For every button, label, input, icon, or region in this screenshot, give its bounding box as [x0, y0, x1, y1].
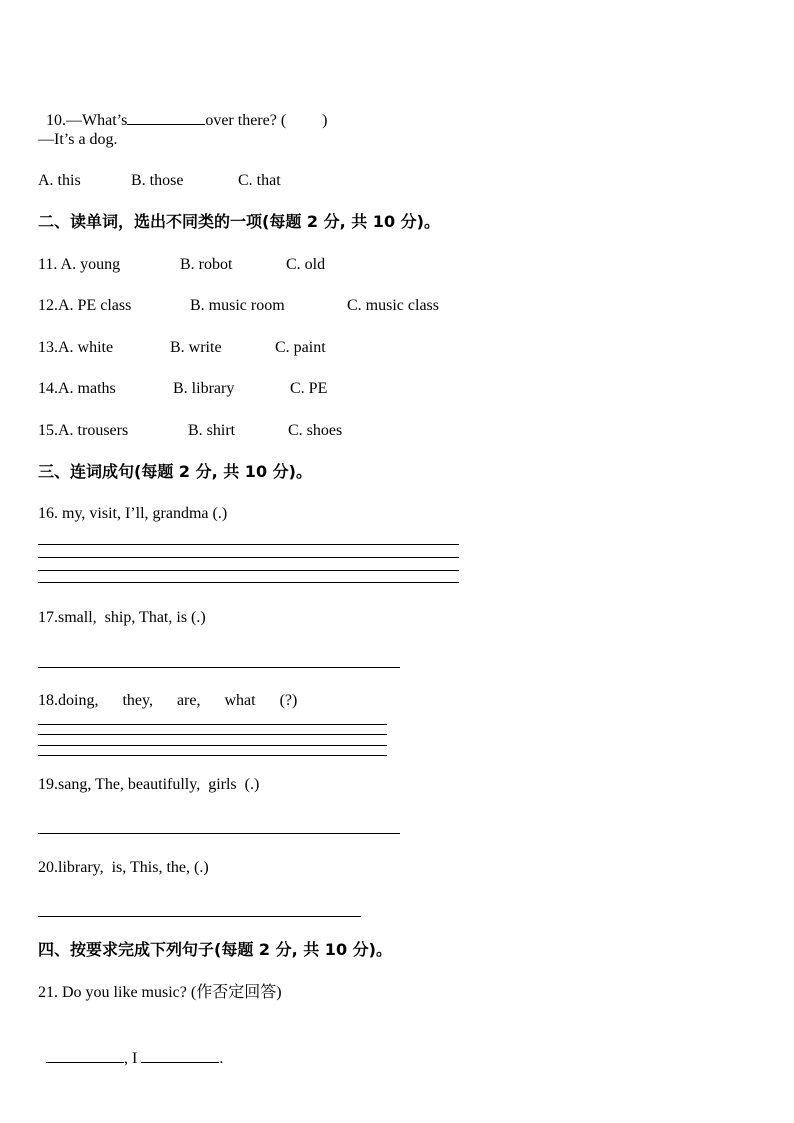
q10-option-a: A. this — [38, 172, 81, 189]
q21-answer-middle: , I — [124, 1050, 138, 1067]
q12-option-b: B. music room — [190, 297, 285, 314]
q10-stem-middle: over there? ( — [205, 112, 287, 129]
q15-option-a: 15.A. trousers — [38, 422, 129, 439]
q11-option-b: B. robot — [180, 256, 233, 273]
q16-answer-line-4[interactable] — [38, 582, 459, 583]
q10-option-b: B. those — [131, 172, 184, 189]
q18-answer-line-2[interactable] — [38, 734, 387, 735]
q21-answer-row — [38, 1026, 223, 1069]
section-3-heading: 三、连词成句(每题 2 分, 共 10 分)。 — [38, 462, 312, 481]
q10-option-c: C. that — [238, 172, 281, 189]
q17-answer-line[interactable] — [38, 667, 400, 668]
section-4-heading: 四、按要求完成下列句子(每题 2 分, 共 10 分)。 — [38, 940, 392, 959]
q14-option-c: C. PE — [290, 380, 328, 397]
q10-answer: —It’s a dog. — [38, 131, 118, 148]
question-10 — [38, 88, 328, 131]
q14-option-b: B. library — [173, 380, 235, 397]
q16-answer-line-3[interactable] — [38, 570, 459, 571]
q18-answer-line-1[interactable] — [38, 724, 387, 725]
q10-stem-start: 10.—What’s — [46, 112, 128, 129]
q13-option-b: B. write — [170, 339, 222, 356]
q21-blank-1[interactable] — [46, 1046, 124, 1063]
question-19: 19.sang, The, beautifully, girls (.) — [38, 776, 260, 793]
q18-answer-line-3[interactable] — [38, 745, 387, 746]
q18-answer-line-4[interactable] — [38, 755, 387, 756]
q13-option-a: 13.A. white — [38, 339, 114, 356]
q14-option-a: 14.A. maths — [38, 380, 116, 397]
q12-option-a: 12.A. PE class — [38, 297, 132, 314]
question-21: 21. Do you like music? (作否定回答) — [38, 984, 282, 1001]
q10-stem-end: ) — [322, 112, 328, 129]
q19-answer-line[interactable] — [38, 833, 400, 834]
q16-answer-line-2[interactable] — [38, 557, 459, 558]
q21-answer-end: . — [219, 1050, 224, 1067]
q15-option-c: C. shoes — [288, 422, 343, 439]
q21-blank-2[interactable] — [141, 1046, 219, 1063]
question-18: 18.doing, they, are, what (?) — [38, 692, 298, 709]
question-16: 16. my, visit, I’ll, grandma (.) — [38, 505, 228, 522]
q15-option-b: B. shirt — [188, 422, 236, 439]
q13-option-c: C. paint — [275, 339, 326, 356]
q12-option-c: C. music class — [347, 297, 439, 314]
q11-option-c: C. old — [286, 256, 326, 273]
section-2-heading: 二、读单词，选出不同类的一项(每题 2 分, 共 10 分)。 — [38, 212, 440, 231]
question-20: 20.library, is, This, the, (.) — [38, 859, 209, 876]
q20-answer-line[interactable] — [38, 916, 361, 917]
q11-option-a: 11. A. young — [38, 256, 121, 273]
question-17: 17.small, ship, That, is (.) — [38, 609, 206, 626]
q16-answer-line-1[interactable] — [38, 544, 459, 545]
q10-blank[interactable] — [127, 108, 205, 125]
